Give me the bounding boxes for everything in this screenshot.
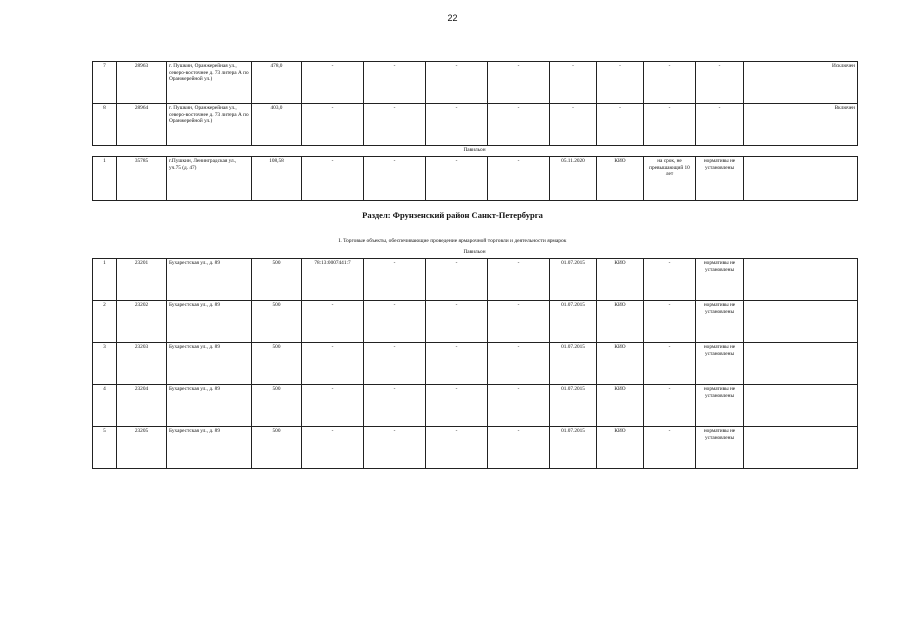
cell-c8: -: [488, 385, 550, 427]
cell-status: [744, 343, 858, 385]
cell-status: Исключен: [744, 62, 858, 104]
cell-c10: -: [597, 62, 644, 104]
pavilion-table-pushkin: [92, 156, 858, 201]
cell-c5: -: [302, 62, 364, 104]
table-row: [93, 104, 858, 146]
cell-code: 23203: [117, 343, 167, 385]
cell-address: Бухарестская ул., д. 89: [167, 259, 252, 301]
cell-c8: -: [488, 104, 550, 146]
cell-norms: нормативы не установлены: [696, 259, 744, 301]
cell-num: 7: [93, 62, 117, 104]
table-row: [93, 343, 858, 385]
cell-num: 1: [93, 259, 117, 301]
cell-term: -: [644, 385, 696, 427]
cell-authority: КИО: [597, 301, 644, 343]
cell-address: Бухарестская ул., д. 89: [167, 343, 252, 385]
cell-area: 403,0: [252, 104, 302, 146]
cell-date: 05.11.2020: [550, 157, 597, 201]
table-row: [93, 301, 858, 343]
cell-area: 478,0: [252, 62, 302, 104]
cell-num: 8: [93, 104, 117, 146]
cell-c11: -: [644, 104, 696, 146]
table-row: [93, 427, 858, 469]
cell-code: 28963: [117, 62, 167, 104]
cell-c7: -: [426, 259, 488, 301]
cell-status: [744, 427, 858, 469]
section-heading: Раздел: Фрунзенский район Санкт-Петербурга: [362, 210, 543, 220]
table-row: [93, 62, 858, 104]
cell-authority: КИО: [597, 385, 644, 427]
cell-norms: нормативы не установлены: [696, 385, 744, 427]
cell-num: 4: [93, 385, 117, 427]
cell-status: [744, 385, 858, 427]
cell-area: 108,58: [252, 157, 302, 201]
cell-c8: -: [488, 259, 550, 301]
cell-norms: нормативы не установлены: [696, 343, 744, 385]
cell-term: на срок, не превышающий 10 лет: [644, 157, 696, 201]
table-row: [93, 259, 858, 301]
cell-norms: нормативы не установлены: [696, 301, 744, 343]
cell-c5: -: [302, 157, 364, 201]
cell-term: -: [644, 427, 696, 469]
cell-authority: КИО: [597, 427, 644, 469]
cell-num: 5: [93, 427, 117, 469]
cell-c8: -: [488, 157, 550, 201]
cell-status: [744, 259, 858, 301]
cell-norms: нормативы не установлены: [696, 157, 744, 201]
cell-num: 2: [93, 301, 117, 343]
sub-heading: I. Торговые объекты, обеспечивающие проведение ярмарочной торговли и деятельности ярмарок: [338, 238, 567, 244]
cell-cadastral: -: [302, 301, 364, 343]
cell-code: 23204: [117, 385, 167, 427]
cell-authority: КИО: [597, 343, 644, 385]
cell-cadastral: -: [302, 427, 364, 469]
cell-c7: -: [426, 343, 488, 385]
cell-term: -: [644, 301, 696, 343]
cell-address: г. Пушкин, Оранжерейная ул., северо-восточнее д. 73 литера А по Оранжерейной ул.): [167, 104, 252, 146]
pavilions-label: Павильон: [463, 147, 486, 153]
cell-num: 3: [93, 343, 117, 385]
cell-c7: -: [426, 385, 488, 427]
cell-c6: -: [364, 157, 426, 201]
cell-c9: -: [550, 62, 597, 104]
cell-c7: -: [426, 62, 488, 104]
cell-c5: -: [302, 104, 364, 146]
objects-table-pushkin: [92, 61, 858, 146]
cell-c6: -: [364, 385, 426, 427]
cell-authority: КИО: [597, 259, 644, 301]
cell-c7: -: [426, 104, 488, 146]
cell-c8: -: [488, 427, 550, 469]
cell-term: -: [644, 343, 696, 385]
cell-authority: КИО: [597, 157, 644, 201]
cell-date: 01.07.2015: [550, 259, 597, 301]
cell-norms: нормативы не установлены: [696, 427, 744, 469]
cell-term: -: [644, 259, 696, 301]
cell-c8: -: [488, 62, 550, 104]
cell-c8: -: [488, 343, 550, 385]
cell-c6: -: [364, 343, 426, 385]
cell-c7: -: [426, 157, 488, 201]
cell-status: Включен: [744, 104, 858, 146]
cell-cadastral: 78:13:0007441:7: [302, 259, 364, 301]
cell-code: 23201: [117, 259, 167, 301]
cell-address: г. Пушкин, Оранжерейная ул., северо-восточнее д. 73 литера А по Оранжерейной ул.): [167, 62, 252, 104]
cell-date: 01.07.2015: [550, 427, 597, 469]
cell-code: 23202: [117, 301, 167, 343]
objects-table-frunzensky: [92, 258, 858, 469]
cell-code: 35785: [117, 157, 167, 201]
cell-c12: -: [696, 62, 744, 104]
cell-c6: -: [364, 259, 426, 301]
cell-code: 28964: [117, 104, 167, 146]
cell-status: [744, 301, 858, 343]
cell-c6: -: [364, 104, 426, 146]
table-row: [93, 385, 858, 427]
cell-c10: -: [597, 104, 644, 146]
cell-area: 500: [252, 427, 302, 469]
cell-cadastral: -: [302, 385, 364, 427]
cell-c7: -: [426, 427, 488, 469]
pavilions-label-2: Павильон: [463, 249, 486, 255]
cell-c9: -: [550, 104, 597, 146]
cell-c6: -: [364, 427, 426, 469]
cell-num: 1: [93, 157, 117, 201]
cell-address: Бухарестская ул., д. 89: [167, 427, 252, 469]
cell-address: Бухарестская ул., д. 89: [167, 385, 252, 427]
cell-date: 01.07.2015: [550, 301, 597, 343]
cell-cadastral: -: [302, 343, 364, 385]
cell-c12: -: [696, 104, 744, 146]
cell-c11: -: [644, 62, 696, 104]
cell-area: 500: [252, 259, 302, 301]
cell-c8: -: [488, 301, 550, 343]
cell-area: 500: [252, 301, 302, 343]
cell-address: Бухарестская ул., д. 89: [167, 301, 252, 343]
table-row: [93, 157, 858, 201]
cell-c7: -: [426, 301, 488, 343]
cell-code: 23205: [117, 427, 167, 469]
page-number: 22: [447, 13, 458, 23]
cell-date: 01.07.2015: [550, 385, 597, 427]
cell-area: 500: [252, 385, 302, 427]
cell-c6: -: [364, 301, 426, 343]
cell-c6: -: [364, 62, 426, 104]
cell-status: [744, 157, 858, 201]
cell-date: 01.07.2015: [550, 343, 597, 385]
cell-address: г.Пушкин, Ленинградская ул., уч.75 (д. 47): [167, 157, 252, 201]
cell-area: 500: [252, 343, 302, 385]
